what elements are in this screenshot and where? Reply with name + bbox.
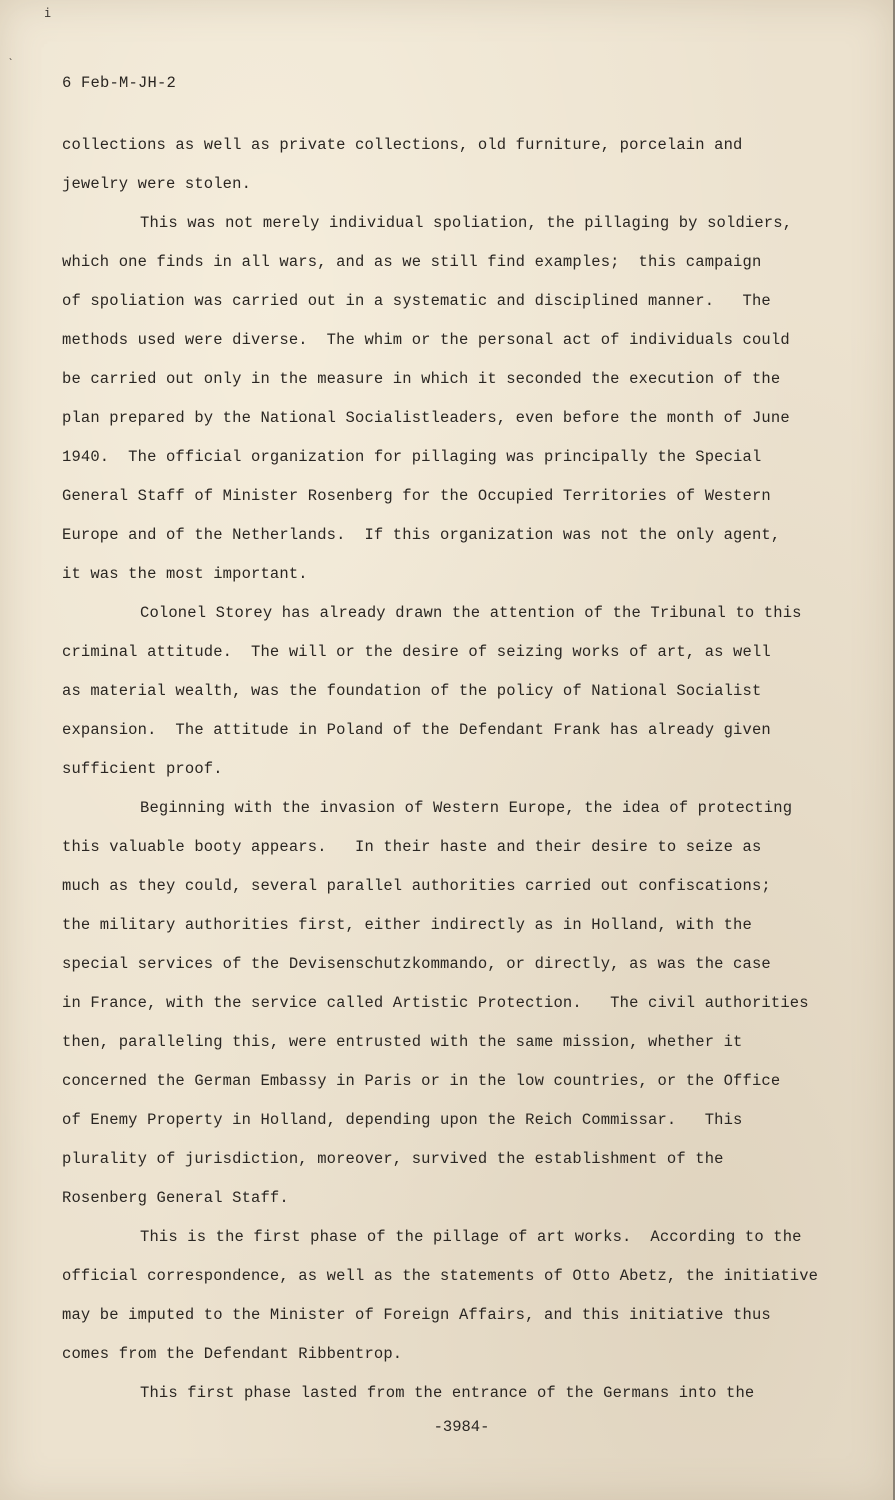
text-line: sufficient proof. bbox=[62, 760, 223, 778]
text-line: this valuable booty appears. In their haste and their desire to seize as bbox=[62, 838, 762, 856]
text-line: Beginning with the invasion of Western Europe, the idea of protecting bbox=[140, 799, 793, 817]
text-line: comes from the Defendant Ribbentrop. bbox=[62, 1345, 403, 1363]
page-header: 6 Feb-M-JH-2 bbox=[62, 74, 177, 92]
text-line: Rosenberg General Staff. bbox=[62, 1189, 289, 1207]
text-line: which one finds in all wars, and as we still find examples; this campaign bbox=[62, 253, 762, 271]
text-line: much as they could, several parallel authorities carried out confiscations; bbox=[62, 877, 771, 895]
text-line: as material wealth, was the foundation of the policy of National Socialist bbox=[62, 682, 762, 700]
text-line: collections as well as private collections, old furniture, porcelain and bbox=[62, 136, 743, 154]
text-line: methods used were diverse. The whim or the personal act of individuals could bbox=[62, 331, 790, 349]
text-line: General Staff of Minister Rosenberg for the Occupied Territories of Western bbox=[62, 487, 771, 505]
text-line: Europe and of the Netherlands. If this organization was not the only agent, bbox=[62, 526, 781, 544]
text-line: jewelry were stolen. bbox=[62, 175, 252, 193]
text-line: then, paralleling this, were entrusted with the same mission, whether it bbox=[62, 1033, 743, 1051]
margin-mark-side: ` bbox=[8, 58, 15, 69]
text-line: criminal attitude. The will or the desire of seizing works of art, as well bbox=[62, 643, 771, 661]
text-line: plurality of jurisdiction, moreover, survived the establishment of the bbox=[62, 1150, 724, 1168]
text-line: Colonel Storey has already drawn the attention of the Tribunal to this bbox=[140, 604, 802, 622]
text-line: expansion. The attitude in Poland of the Defendant Frank has already given bbox=[62, 721, 771, 739]
text-line: the military authorities first, either indirectly as in Holland, with the bbox=[62, 916, 752, 934]
text-line: it was the most important. bbox=[62, 565, 308, 583]
text-line: concerned the German Embassy in Paris or in the low countries, or the Office bbox=[62, 1072, 781, 1090]
text-line: plan prepared by the National Socialistleaders, even before the month of June bbox=[62, 409, 790, 427]
text-line: 1940. The official organization for pillaging was principally the Special bbox=[62, 448, 762, 466]
text-line: This first phase lasted from the entrance of the Germans into the bbox=[140, 1384, 755, 1402]
margin-mark-top: i bbox=[44, 6, 52, 20]
text-line: This was not merely individual spoliation, the pillaging by soldiers, bbox=[140, 214, 793, 232]
text-line: may be imputed to the Minister of Foreign Affairs, and this initiative thus bbox=[62, 1306, 771, 1324]
text-line: in France, with the service called Artistic Protection. The civil authorities bbox=[62, 994, 809, 1012]
text-line: official correspondence, as well as the statements of Otto Abetz, the initiative bbox=[62, 1267, 819, 1285]
text-line: of spoliation was carried out in a systematic and disciplined manner. The bbox=[62, 292, 771, 310]
text-line: of Enemy Property in Holland, depending upon the Reich Commissar. This bbox=[62, 1111, 743, 1129]
text-line: special services of the Devisenschutzkommando, or directly, as was the case bbox=[62, 955, 771, 973]
text-line: be carried out only in the measure in which it seconded the execution of the bbox=[62, 370, 781, 388]
body-text bbox=[62, 126, 852, 1413]
text-line: This is the first phase of the pillage of art works. According to the bbox=[140, 1228, 802, 1246]
page-number: -3984- bbox=[433, 1418, 490, 1436]
